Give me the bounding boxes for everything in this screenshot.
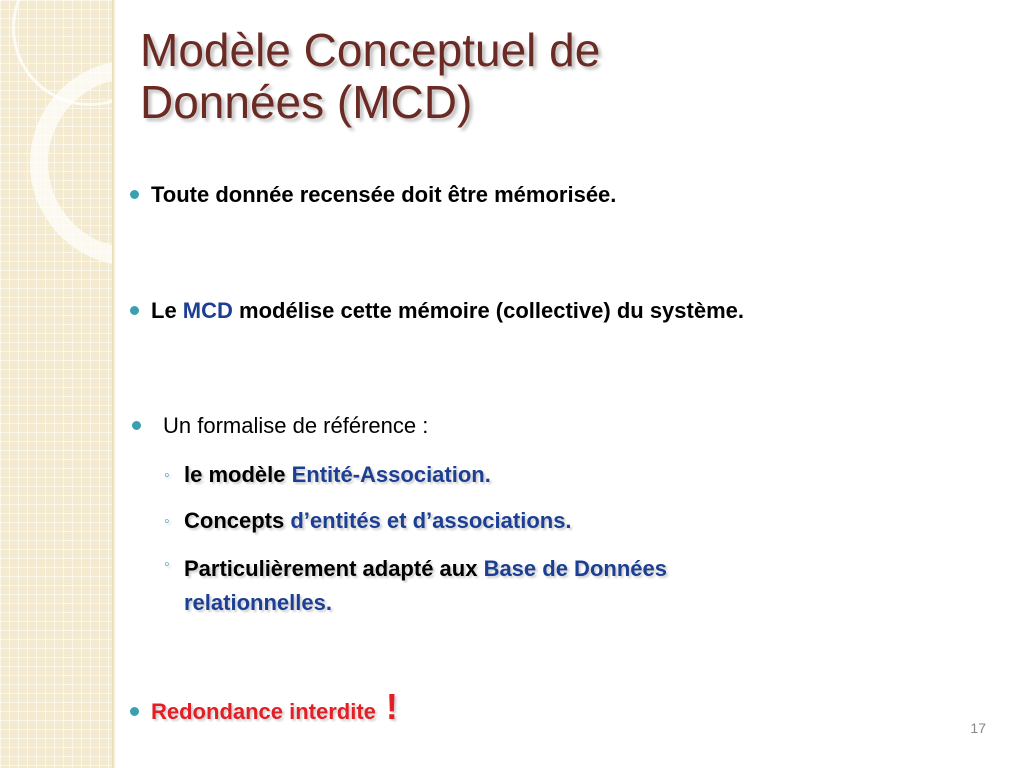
bullet-mcd: MCD [182,298,233,323]
bullet-dot-icon [132,421,141,430]
sub-bullet-pre: Concepts [184,508,291,533]
sub-bullet-text [184,552,667,620]
bullet-text-pre: Le [151,298,183,323]
bullet-dot-icon [130,707,139,716]
sub-bullet-item [164,508,572,534]
sub-bullet-text [184,508,572,534]
bullet-item [130,182,616,208]
decorative-sidebar [0,0,115,768]
bullet-text: Toute donnée recensée doit être mémorisée. [151,182,617,207]
exclamation-mark: ! [385,686,398,727]
bullet-colon: : [416,413,429,438]
bullet-text-main: Un formalise de référence [163,413,417,438]
sub-bullet-icon: ◦ [164,467,170,484]
sub-bullet-icon: ◦ [164,556,170,573]
bullet-item [130,298,744,324]
bullet-dot-icon [130,306,139,315]
sub-bullet-icon: ◦ [164,513,170,530]
sub-bullet-item [164,552,667,620]
title-line-2: Données (MCD) [140,76,473,128]
sub-bullet-blue: d’entités et d’associations. [290,508,572,533]
sub-bullet-blue: Entité-Association. [291,462,491,487]
bullet-item [130,686,398,727]
bullet-text: Redondance interdite [151,699,376,724]
slide-title [140,24,840,128]
sub-bullet-text [184,462,491,488]
sub-bullet-pre: Particulièrement adapté aux [184,556,484,581]
sub-bullet-blue: Base de Données [483,556,667,581]
sub-bullet-item [164,462,491,488]
sidebar-edge [112,0,116,768]
bullet-text [151,298,744,324]
sub-bullet-blue-line2: relationnelles. [184,590,332,615]
bullet-text [163,413,428,439]
bullet-item [132,413,428,439]
page-number: 17 [970,720,986,736]
title-line-1: Modèle Conceptuel de [140,24,601,76]
sub-bullet-pre: le modèle [184,462,292,487]
bullet-text-post: modélise cette mémoire (collective) du système. [232,298,744,323]
bullet-dot-icon [130,190,139,199]
